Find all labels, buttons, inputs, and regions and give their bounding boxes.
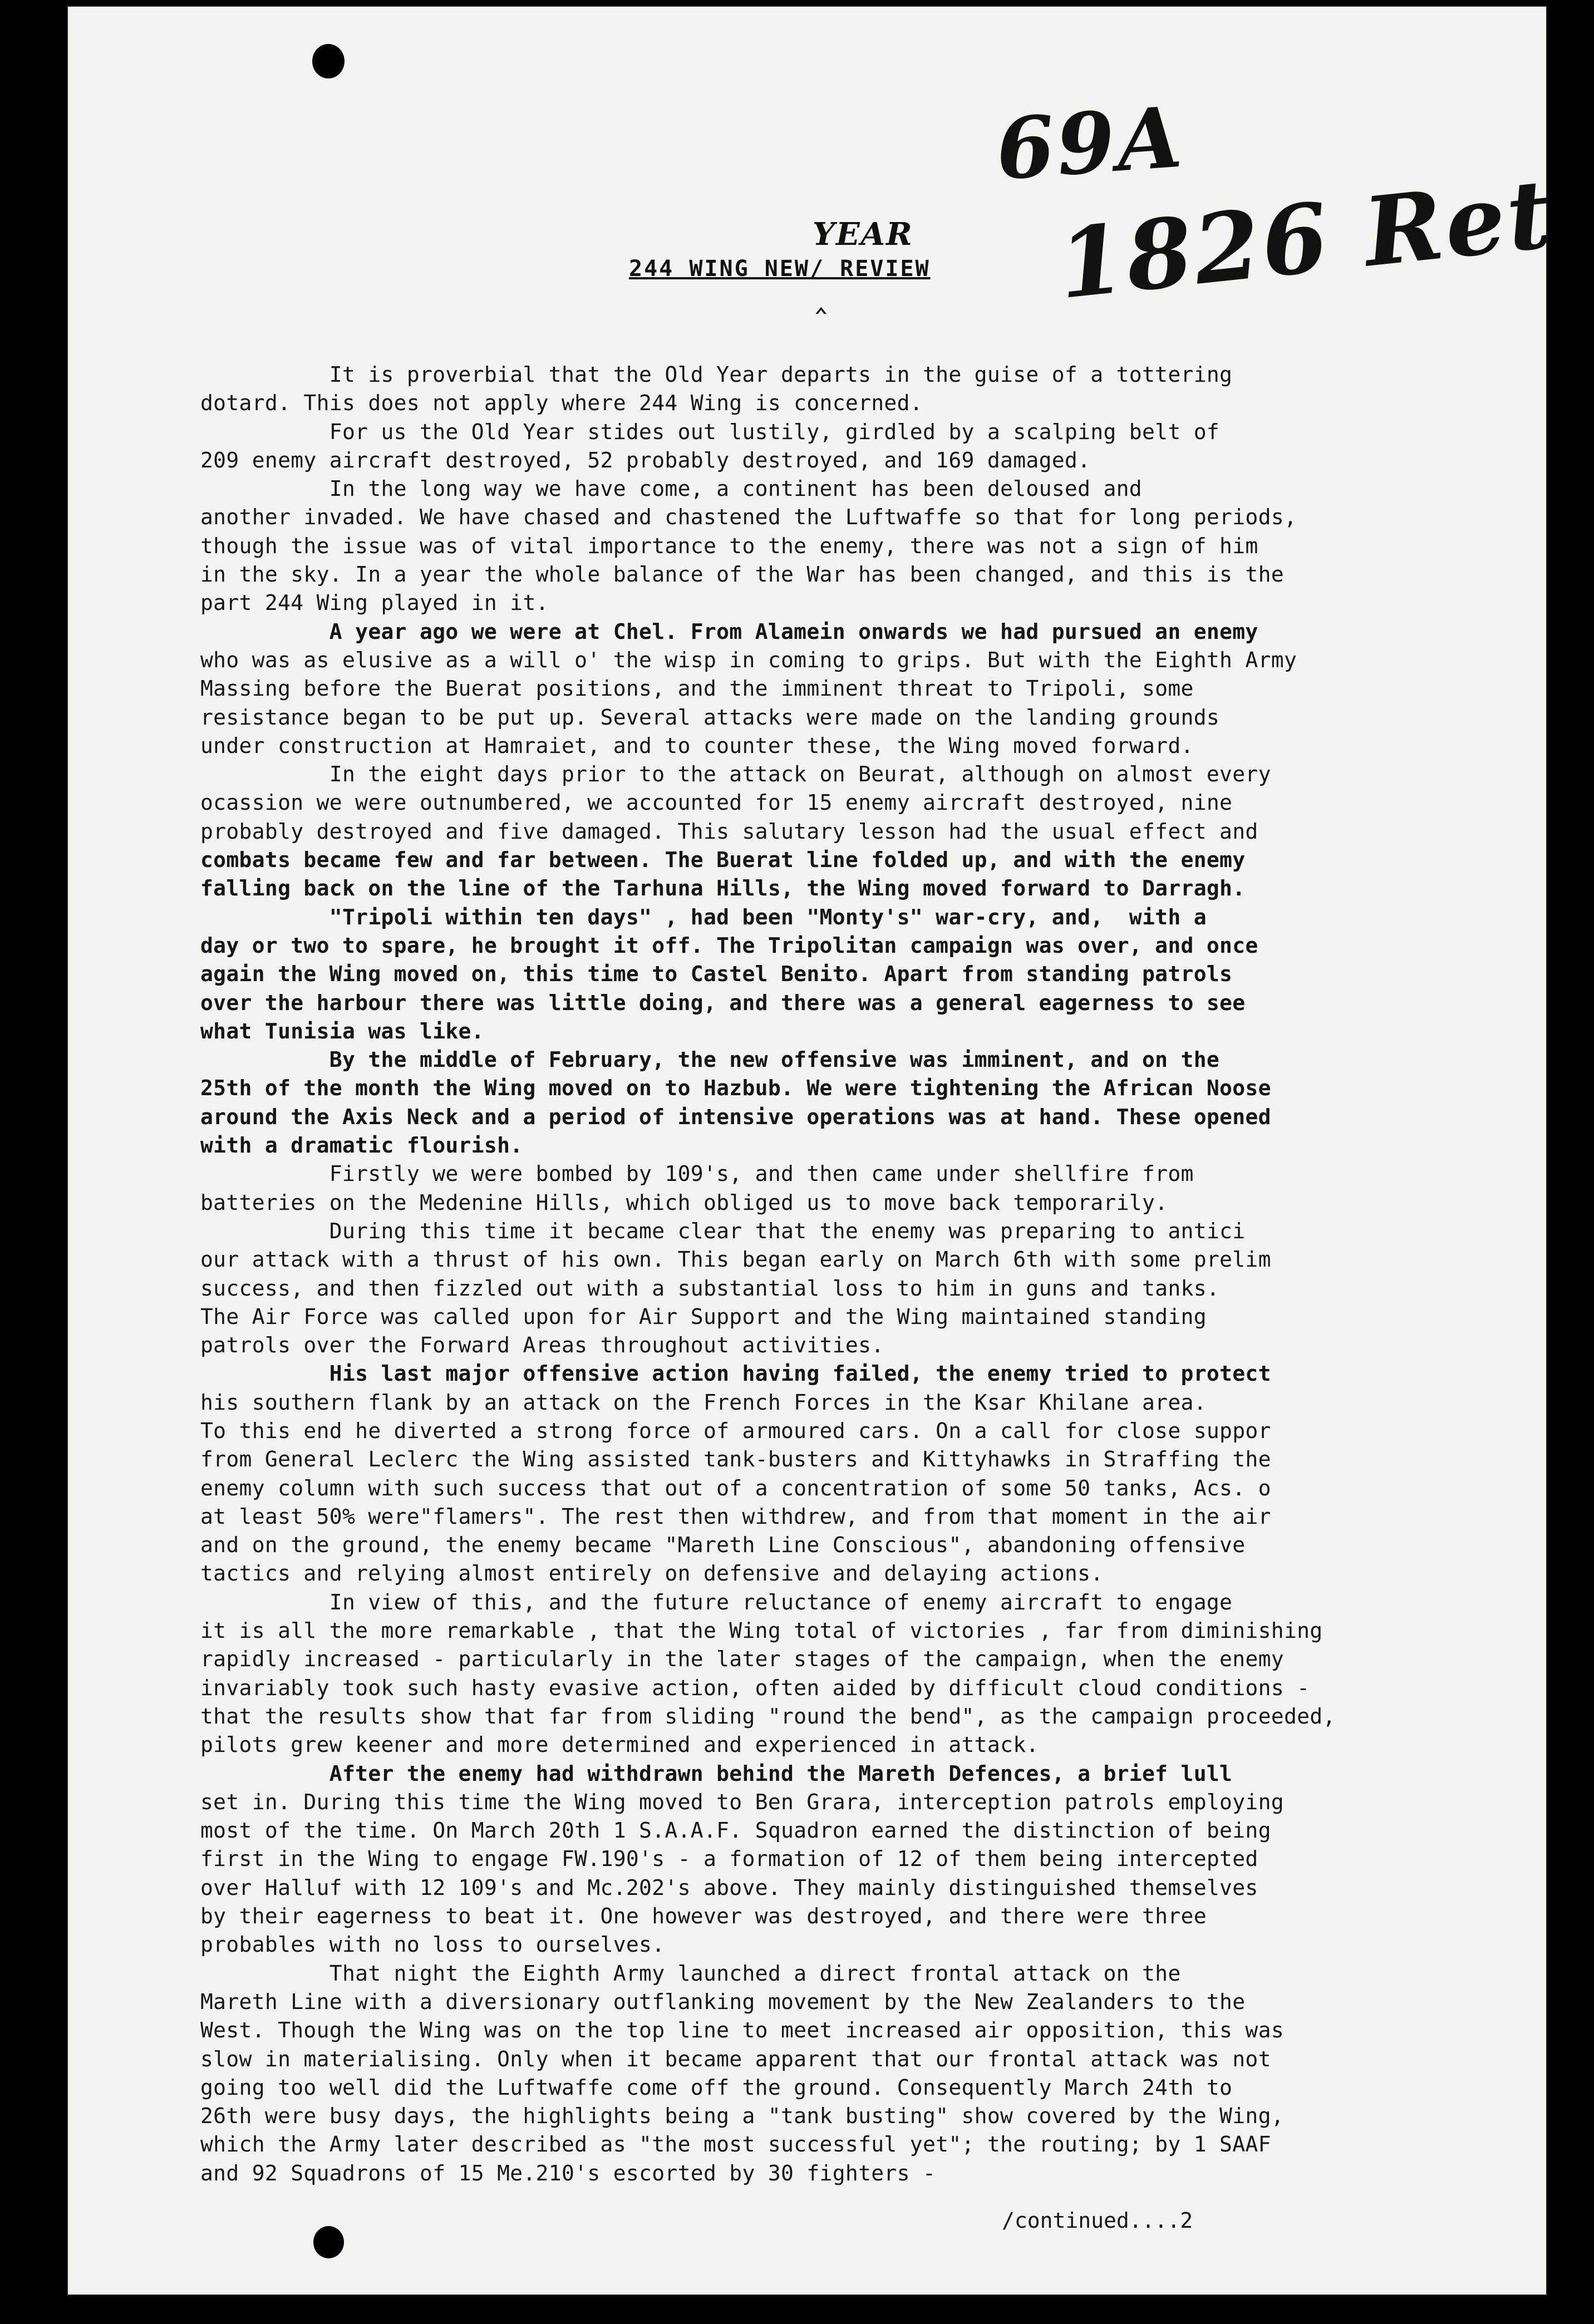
handwritten-insert-word: YEAR <box>813 216 913 253</box>
body-line: A year ago we were at Chel. From Alamein onwards we had pursued an enemy <box>200 619 1258 644</box>
body-line: After the enemy had withdrawn behind the Mareth Defences, a brief lull <box>200 1761 1233 1786</box>
body-line: who was as elusive as a will o' the wisp in coming to grips. But with the Eighth Army <box>200 647 1297 672</box>
body-line: West. Though the Wing was on the top line to meet increased air opposition, this was <box>200 2018 1284 2043</box>
body-line: slow in materialising. Only when it became apparent that our frontal attack was not <box>200 2046 1271 2071</box>
body-line: in the sky. In a year the whole balance of the War has been changed, and this is the <box>200 562 1284 587</box>
body-line: Mareth Line with a diversionary outflanking movement by the New Zealanders to the <box>200 1989 1246 2014</box>
body-line: set in. During this time the Wing moved to Ben Grara, interception patrols employing <box>200 1789 1284 1814</box>
body-line: For us the Old Year stides out lustily, girdled by a scalping belt of <box>200 419 1220 444</box>
body-line: In the long way we have come, a continent has been deloused and <box>200 476 1142 501</box>
body-line: which the Army later described as "the most successful yet"; the routing; by 1 SAAF <box>200 2132 1271 2157</box>
body-line: tactics and relying almost entirely on defensive and delaying actions. <box>200 1561 1104 1586</box>
body-line: under construction at Hamraiet, and to counter these, the Wing moved forward. <box>200 733 1194 758</box>
body-line: batteries on the Medenine Hills, which obliged us to move back temporarily. <box>200 1190 1168 1215</box>
body-line: that the results show that far from sliding "round the bend", as the campaign proceeded, <box>200 1703 1336 1729</box>
body-line: it is all the more remarkable , that the Wing total of victories , far from diminishing <box>200 1618 1323 1643</box>
body-line: In view of this, and the future reluctance of enemy aircraft to engage <box>200 1589 1233 1614</box>
body-line: combats became few and far between. The Buerat line folded up, and with the enemy <box>200 848 1246 873</box>
body-line: His last major offensive action having failed, the enemy tried to protect <box>200 1361 1271 1386</box>
body-line: most of the time. On March 20th 1 S.A.A.F. Squadron earned the distinction of being <box>200 1818 1271 1843</box>
body-line: his southern flank by an attack on the French Forces in the Ksar Khilane area. <box>200 1390 1207 1415</box>
body-line: 25th of the month the Wing moved on to Hazbub. We were tightening the African Noose <box>200 1076 1271 1101</box>
document-title: 244 WING NEW/ REVIEW <box>629 256 931 282</box>
body-line: enemy column with such success that out of a concentration of some 50 tanks, Acs. o <box>200 1475 1271 1500</box>
body-line: dotard. This does not apply where 244 Wing is concerned. <box>200 391 923 416</box>
handwritten-reference-top: 69A <box>993 88 1187 199</box>
body-line: with a dramatic flourish. <box>200 1133 523 1158</box>
body-line: The Air Force was called upon for Air Support and the Wing maintained standing <box>200 1304 1207 1329</box>
body-line: falling back on the line of the Tarhuna Hills, the Wing moved forward to Darragh. <box>200 876 1246 901</box>
body-line: "Tripoli within ten days" , had been "Monty's" war-cry, and, with a <box>200 904 1207 929</box>
body-line: from General Leclerc the Wing assisted tank-busters and Kittyhawks in Straffing the <box>200 1447 1271 1472</box>
body-line: over Halluf with 12 109's and Mc.202's above. They mainly distinguished themselves <box>200 1875 1258 1900</box>
body-line: That night the Eighth Army launched a direct frontal attack on the <box>200 1961 1181 1986</box>
body-line: what Tunisia was like. <box>200 1018 484 1043</box>
body-line: To this end he diverted a strong force of armoured cars. On a call for close suppor <box>200 1418 1271 1443</box>
punch-hole-bottom <box>313 2226 344 2258</box>
handwritten-reference-bottom: 1826 Ret <box>1052 157 1559 321</box>
body-line: though the issue was of vital importance to the enemy, there was not a sign of him <box>200 533 1258 558</box>
body-line: part 244 Wing played in it. <box>200 590 549 616</box>
body-line: probably destroyed and five damaged. This salutary lesson had the usual effect and <box>200 819 1258 844</box>
body-line: In the eight days prior to the attack on Beurat, although on almost every <box>200 762 1271 787</box>
body-line: success, and then fizzled out with a substantial loss to him in guns and tanks. <box>200 1276 1220 1301</box>
body-line: patrols over the Forward Areas throughout activities. <box>200 1333 884 1358</box>
body-line: over the harbour there was little doing, and there was a general eagerness to see <box>200 990 1246 1015</box>
punch-hole-top <box>312 44 345 78</box>
body-line: 26th were busy days, the highlights being a "tank busting" show covered by the Wing, <box>200 2104 1284 2129</box>
body-line: resistance began to be put up. Several attacks were made on the landing grounds <box>200 705 1220 730</box>
body-line: by their eagerness to beat it. One however was destroyed, and there were three <box>200 1904 1207 1929</box>
body-line: again the Wing moved on, this time to Castel Benito. Apart from standing patrols <box>200 962 1233 987</box>
body-line: another invaded. We have chased and chastened the Luftwaffe so that for long periods, <box>200 505 1297 530</box>
body-line: around the Axis Neck and a period of intensive operations was at hand. These opened <box>200 1104 1271 1129</box>
body-line: at least 50% were"flamers". The rest then withdrew, and from that moment in the air <box>200 1504 1271 1529</box>
body-line: ocassion we were outnumbered, we accounted for 15 enemy aircraft destroyed, nine <box>200 790 1233 815</box>
body-line: During this time it became clear that the enemy was preparing to antici <box>200 1218 1246 1243</box>
body-line: By the middle of February, the new offensive was imminent, and on the <box>200 1047 1220 1072</box>
body-line: first in the Wing to engage FW.190's - a formation of 12 of them being intercepted <box>200 1847 1258 1872</box>
body-line: our attack with a thrust of his own. This began early on March 6th with some prelim <box>200 1247 1271 1272</box>
body-line: day or two to spare, he brought it off. The Tripolitan campaign was over, and once <box>200 933 1258 958</box>
body-line: probables with no loss to ourselves. <box>200 1932 665 1957</box>
body-line: Massing before the Buerat positions, and the imminent threat to Tripoli, some <box>200 676 1194 701</box>
body-line: going too well did the Luftwaffe come off the ground. Consequently March 24th to <box>200 2075 1233 2100</box>
body-line: and on the ground, the enemy became "Mareth Line Conscious", abandoning offensive <box>200 1533 1246 1558</box>
body-line: 209 enemy aircraft destroyed, 52 probably destroyed, and 169 damaged. <box>200 447 1091 472</box>
body-line: rapidly increased - particularly in the later stages of the campaign, when the enemy <box>200 1647 1284 1672</box>
body-line: pilots grew keener and more determined and experienced in attack. <box>200 1732 1039 1757</box>
insertion-caret: ‸ <box>815 275 827 314</box>
body-line: It is proverbial that the Old Year departs in the guise of a tottering <box>200 362 1233 387</box>
body-line: and 92 Squadrons of 15 Me.210's escorted by 30 fighters - <box>200 2160 936 2185</box>
continuation-marker: /continued....2 <box>1002 2208 1193 2233</box>
body-line: invariably took such hasty evasive action, often aided by difficult cloud conditions - <box>200 1675 1310 1700</box>
document-body <box>200 361 1442 2188</box>
body-line: Firstly we were bombed by 109's, and then came under shellfire from <box>200 1161 1194 1186</box>
